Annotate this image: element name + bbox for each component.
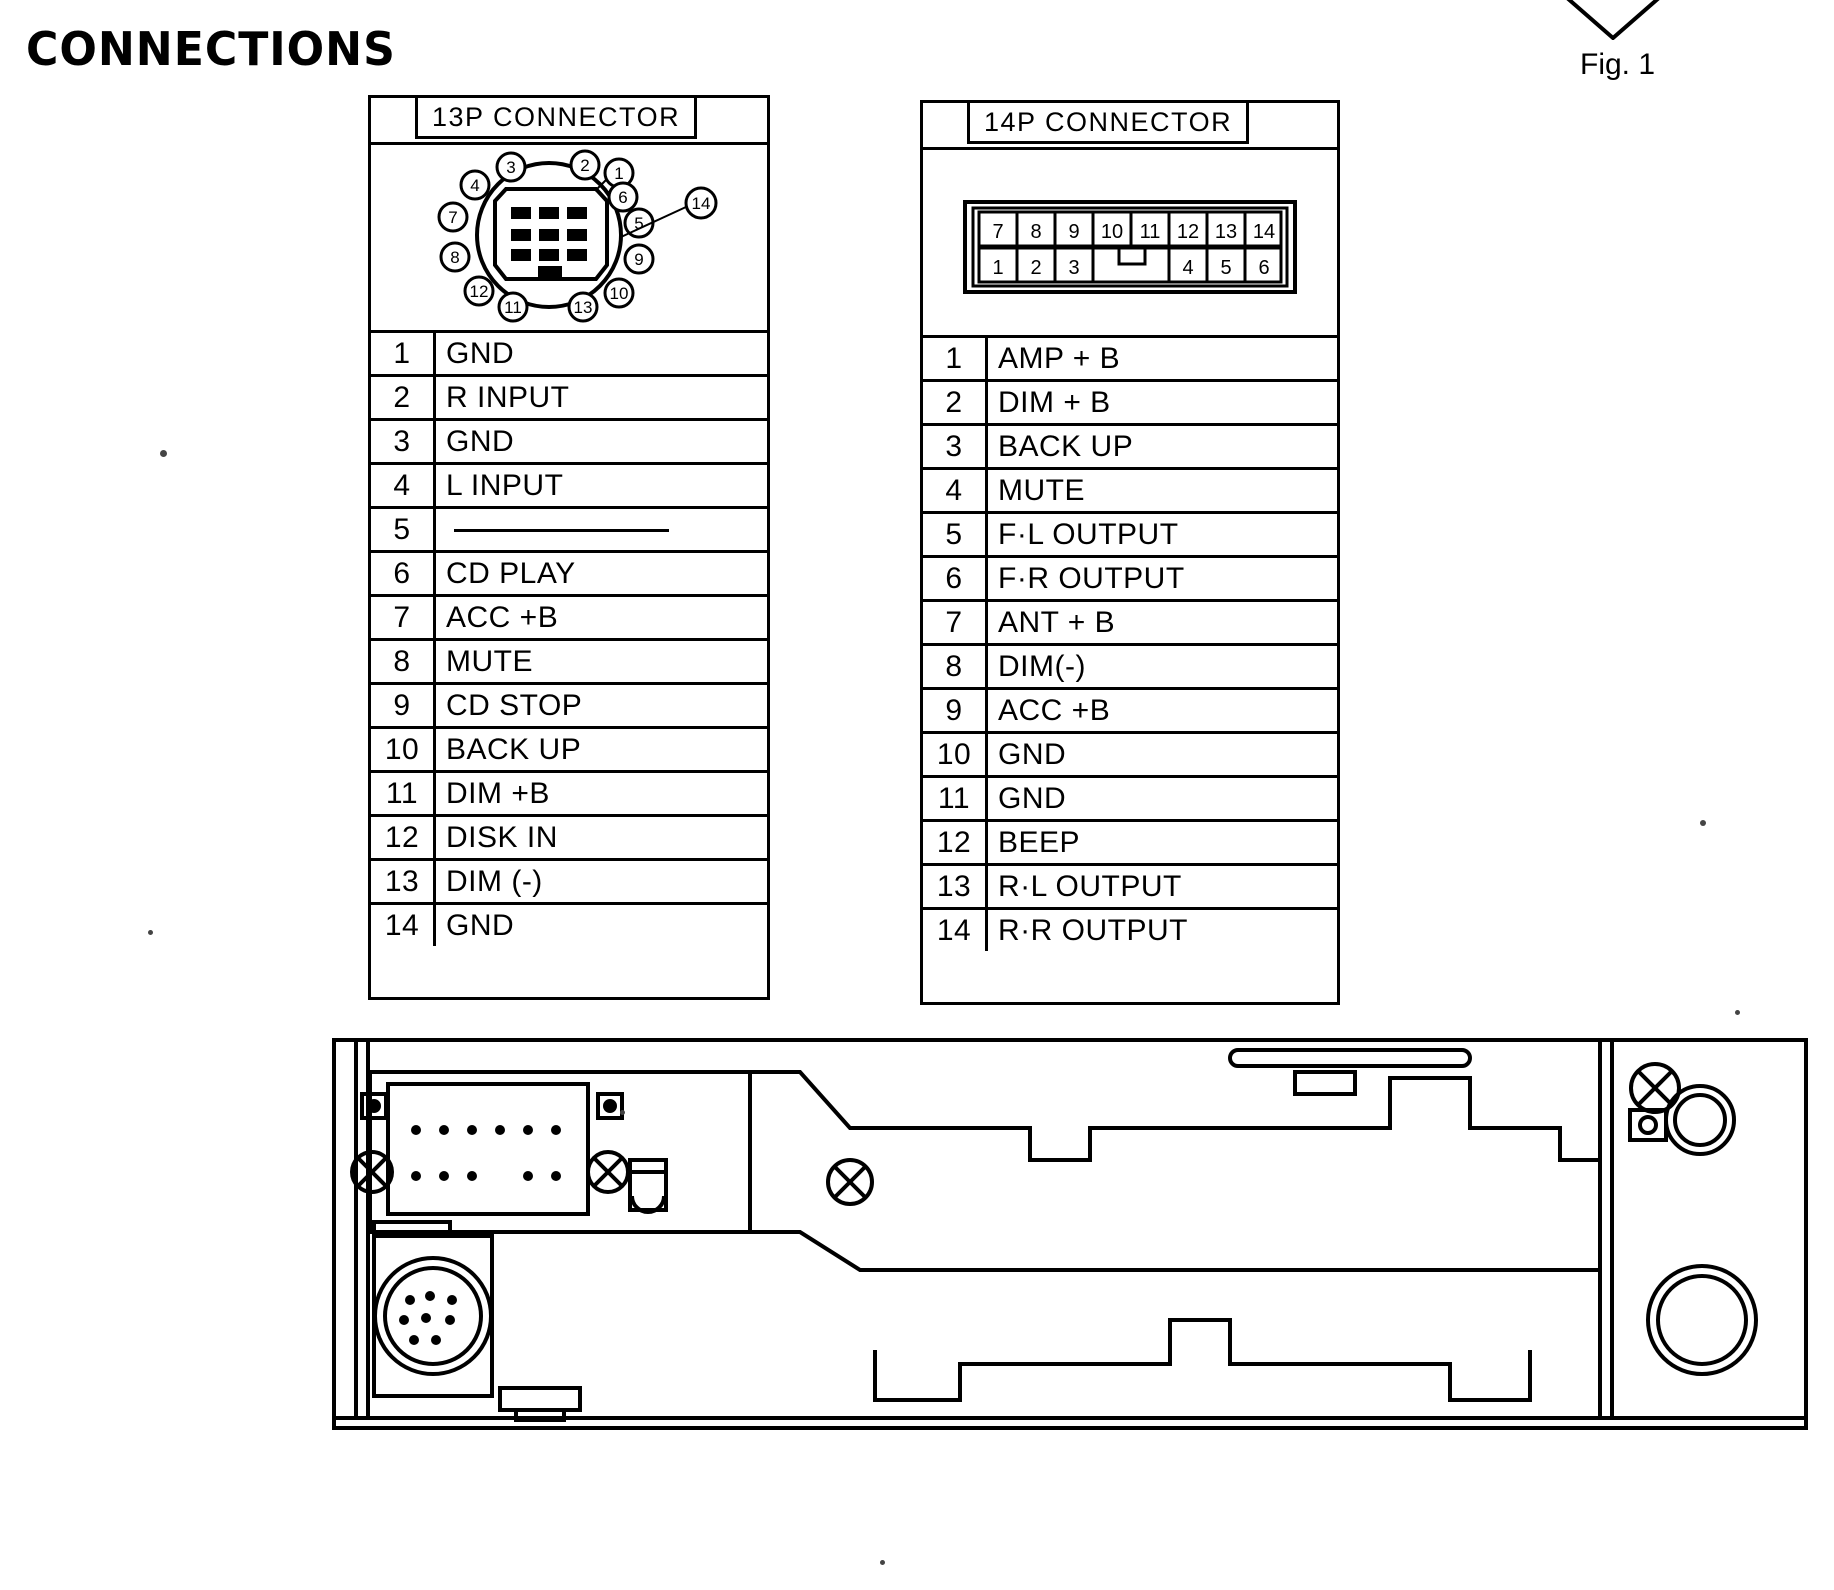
table-row [371, 728, 767, 772]
svg-text:11: 11 [504, 298, 522, 317]
pin-function: BACK UP [987, 425, 1338, 469]
pin-function: CD PLAY [435, 552, 768, 596]
pin-function: ACC +B [987, 689, 1338, 733]
svg-text:8: 8 [450, 248, 460, 267]
pin-number: 13 [923, 865, 987, 909]
connector-13p-pin-table [371, 333, 767, 946]
svg-text:7: 7 [448, 208, 458, 227]
svg-text:12: 12 [1176, 221, 1200, 243]
pin-function: GND [987, 777, 1338, 821]
pin-function: DIM + B [987, 381, 1338, 425]
pin-number: 5 [371, 508, 435, 552]
pin-function: BACK UP [435, 728, 768, 772]
pin-number: 14 [923, 909, 987, 952]
pin-number: 12 [371, 816, 435, 860]
table-row [923, 601, 1337, 645]
table-row [923, 557, 1337, 601]
pin-number: 1 [371, 333, 435, 376]
pin-number: 9 [371, 684, 435, 728]
pin-function: GND [987, 733, 1338, 777]
table-row [923, 733, 1337, 777]
table-row [923, 338, 1337, 381]
pin-number: 4 [923, 469, 987, 513]
pin-number: 8 [371, 640, 435, 684]
scan-speckle [148, 930, 153, 935]
pin-function: L INPUT [435, 464, 768, 508]
table-row [923, 821, 1337, 865]
svg-text:5: 5 [1220, 257, 1232, 279]
figure-label: Fig. 1 [1580, 48, 1656, 81]
pin-function: R·R OUTPUT [987, 909, 1338, 952]
scan-speckle [1700, 820, 1706, 826]
pin-number: 2 [923, 381, 987, 425]
table-row [923, 425, 1337, 469]
table-row [371, 508, 767, 552]
pin-function: CD STOP [435, 684, 768, 728]
pin-number: 1 [923, 338, 987, 381]
figure-arrow-icon [1548, 0, 1678, 40]
pin-function: R·L OUTPUT [987, 865, 1338, 909]
chassis-rear-view-diagram [330, 1020, 1810, 1450]
connector-13p-header [371, 98, 767, 145]
pin-function: GND [435, 904, 768, 947]
svg-text:12: 12 [469, 282, 489, 301]
pin-function: F·R OUTPUT [987, 557, 1338, 601]
connector-13p-title: 13P CONNECTOR [415, 95, 697, 139]
page-title: CONNECTIONS [26, 22, 396, 76]
svg-text:9: 9 [1068, 221, 1080, 243]
pin-number: 11 [371, 772, 435, 816]
pin-function: MUTE [987, 469, 1338, 513]
connector-14p-block [920, 100, 1340, 1005]
pin-number: 8 [923, 645, 987, 689]
svg-text:5: 5 [634, 214, 644, 233]
pin-number: 6 [371, 552, 435, 596]
svg-text:6: 6 [1258, 257, 1270, 279]
pin-function: GND [435, 420, 768, 464]
table-row [371, 684, 767, 728]
table-row [371, 333, 767, 376]
pin-number: 7 [371, 596, 435, 640]
scan-speckle [1735, 1010, 1740, 1015]
scan-speckle [880, 1560, 885, 1565]
pin-number: 3 [371, 420, 435, 464]
pin-function: ANT + B [987, 601, 1338, 645]
connector-14p-pin-diagram [923, 150, 1337, 338]
svg-text:13: 13 [1214, 221, 1238, 243]
pin-function: F·L OUTPUT [987, 513, 1338, 557]
table-row [371, 816, 767, 860]
pin-number: 5 [923, 513, 987, 557]
pin-function [435, 508, 768, 552]
pin-function: DISK IN [435, 816, 768, 860]
pin-function: AMP + B [998, 341, 1121, 375]
table-row [923, 513, 1337, 557]
svg-text:14: 14 [691, 194, 711, 213]
connector-14p-pin-table [923, 338, 1337, 951]
table-row [371, 860, 767, 904]
blank-line [454, 529, 669, 532]
pin-function: ACC +B [435, 596, 768, 640]
connector-13p-block [368, 95, 770, 1000]
table-row [923, 645, 1337, 689]
connector-14p-header [923, 103, 1337, 150]
table-row [371, 552, 767, 596]
svg-text:6: 6 [618, 188, 628, 207]
svg-text:4: 4 [1182, 257, 1194, 279]
table-row [371, 640, 767, 684]
pin-number: 7 [923, 601, 987, 645]
pin-number: 10 [371, 728, 435, 772]
table-row [923, 689, 1337, 733]
pin-number: 12 [923, 821, 987, 865]
pin-number: 2 [371, 376, 435, 420]
pin-function: DIM(-) [987, 645, 1338, 689]
pin-function: R INPUT [435, 376, 768, 420]
svg-text:14: 14 [1252, 221, 1276, 243]
svg-text:9: 9 [634, 250, 644, 269]
pin-function: DIM +B [435, 772, 768, 816]
svg-text:11: 11 [1139, 221, 1161, 243]
pin-number: 10 [923, 733, 987, 777]
pin-function: GND [446, 336, 515, 370]
svg-text:8: 8 [1030, 221, 1042, 243]
pin-function: DIM (-) [435, 860, 768, 904]
table-row [371, 464, 767, 508]
svg-text:7: 7 [992, 221, 1004, 243]
pin-number: 9 [923, 689, 987, 733]
pin-number: 4 [371, 464, 435, 508]
table-row [923, 909, 1337, 952]
svg-text:10: 10 [609, 284, 629, 303]
svg-text:10: 10 [1100, 221, 1124, 243]
table-row [923, 777, 1337, 821]
table-row [923, 381, 1337, 425]
pin-function: BEEP [987, 821, 1338, 865]
svg-text:1: 1 [614, 164, 624, 183]
svg-text:3: 3 [1068, 257, 1080, 279]
table-row [371, 904, 767, 947]
pin-number: 6 [923, 557, 987, 601]
svg-text:3: 3 [506, 158, 516, 177]
table-row [923, 865, 1337, 909]
svg-text:4: 4 [470, 176, 480, 195]
connector-13p-pin-diagram [371, 145, 767, 333]
connector-14p-title: 14P CONNECTOR [967, 100, 1249, 144]
pin-number: 3 [923, 425, 987, 469]
svg-text:1: 1 [992, 257, 1004, 279]
pin-function: MUTE [435, 640, 768, 684]
scan-speckle [620, 1110, 625, 1115]
svg-text:2: 2 [1030, 257, 1042, 279]
pin-number: 14 [371, 904, 435, 947]
table-row [371, 596, 767, 640]
pin-number: 11 [923, 777, 987, 821]
scan-speckle [160, 450, 167, 457]
table-row [371, 772, 767, 816]
table-row [371, 420, 767, 464]
table-row [923, 469, 1337, 513]
svg-text:2: 2 [580, 156, 590, 175]
pin-number: 13 [371, 860, 435, 904]
svg-text:13: 13 [573, 298, 593, 317]
table-row [371, 376, 767, 420]
